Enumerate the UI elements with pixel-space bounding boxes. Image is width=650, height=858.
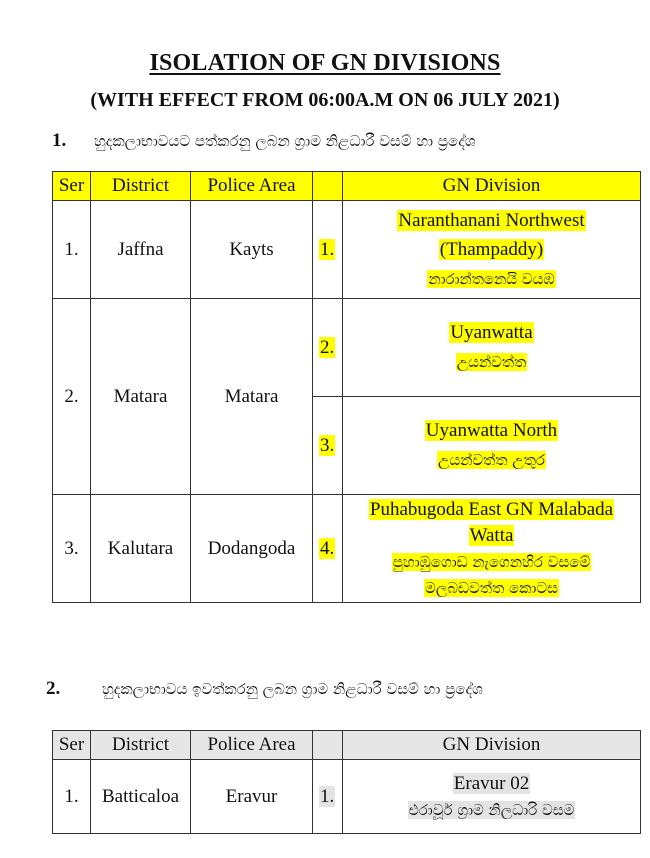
cell-gn-index: 1. (313, 760, 343, 834)
header-district: District (91, 172, 191, 201)
header-index (313, 172, 343, 201)
header-ser: Ser (53, 172, 91, 201)
section-number: 1. (52, 130, 67, 151)
table-row (53, 201, 641, 299)
cell-district: Jaffna (91, 201, 191, 299)
cell-police-area: Eravur (191, 760, 313, 834)
cell-district: Batticaloa (91, 760, 191, 834)
cell-police-area: Matara (191, 299, 313, 495)
isolated-gn-table (52, 171, 641, 603)
table-header-row (53, 172, 641, 201)
header-gn-division: GN Division (343, 172, 641, 201)
cell-ser: 2. (53, 299, 91, 495)
table-header-row (53, 731, 641, 760)
cell-gn-division: Uyanwatta North උයන්වත්ත උතුර (343, 397, 641, 495)
section-heading-text: හුදකලාභාවය ඉවත්කරනු ලබන ග්‍රාම නිළධාරී වසම් හා ප්‍රදේශ (102, 680, 483, 698)
cell-gn-division: Uyanwatta උයන්වත්ත (343, 299, 641, 397)
cell-gn-division: Eravur 02 එරාවූර් ග්‍රාම නිලධාරි වසම (343, 760, 641, 834)
header-police-area: Police Area (191, 731, 313, 760)
table-row (53, 299, 641, 397)
cell-ser: 3. (53, 495, 91, 603)
cell-police-area: Dodangoda (191, 495, 313, 603)
header-district: District (91, 731, 191, 760)
cell-gn-division: Puhabugoda East GN Malabada Watta පුහාඹුගොඩ නැගෙනහිර වසමේ මලබඩවත්ත කොටස (343, 495, 641, 603)
deisolated-gn-table (52, 730, 641, 834)
header-index (313, 731, 343, 760)
cell-district: Kalutara (91, 495, 191, 603)
cell-ser: 1. (53, 760, 91, 834)
table-row (53, 760, 641, 834)
section-number: 2. (46, 678, 61, 699)
header-police-area: Police Area (191, 172, 313, 201)
cell-gn-division: Naranthanani Northwest (Thampaddy) නාරාන්තනෙයි වයඹ (343, 201, 641, 299)
cell-gn-index: 2. (313, 299, 343, 397)
cell-police-area: Kayts (191, 201, 313, 299)
section-heading-text: හුදකලාභාවයට පත්කරනු ලබන ග්‍රාම නිළධාරී වසම් හා ප්‍රදේශ (94, 132, 476, 150)
document-subtitle: (WITH EFFECT FROM 06:00A.M ON 06 JULY 2021) (90, 89, 560, 111)
table-row (53, 495, 641, 603)
section-2-heading (46, 678, 483, 700)
header-gn-division: GN Division (343, 731, 641, 760)
cell-gn-index: 1. (313, 201, 343, 299)
cell-gn-index: 3. (313, 397, 343, 495)
section-1-heading (52, 130, 476, 152)
document-title: ISOLATION OF GN DIVISIONS (149, 50, 501, 76)
cell-district: Matara (91, 299, 191, 495)
cell-gn-index: 4. (313, 495, 343, 603)
cell-ser: 1. (53, 201, 91, 299)
header-ser: Ser (53, 731, 91, 760)
